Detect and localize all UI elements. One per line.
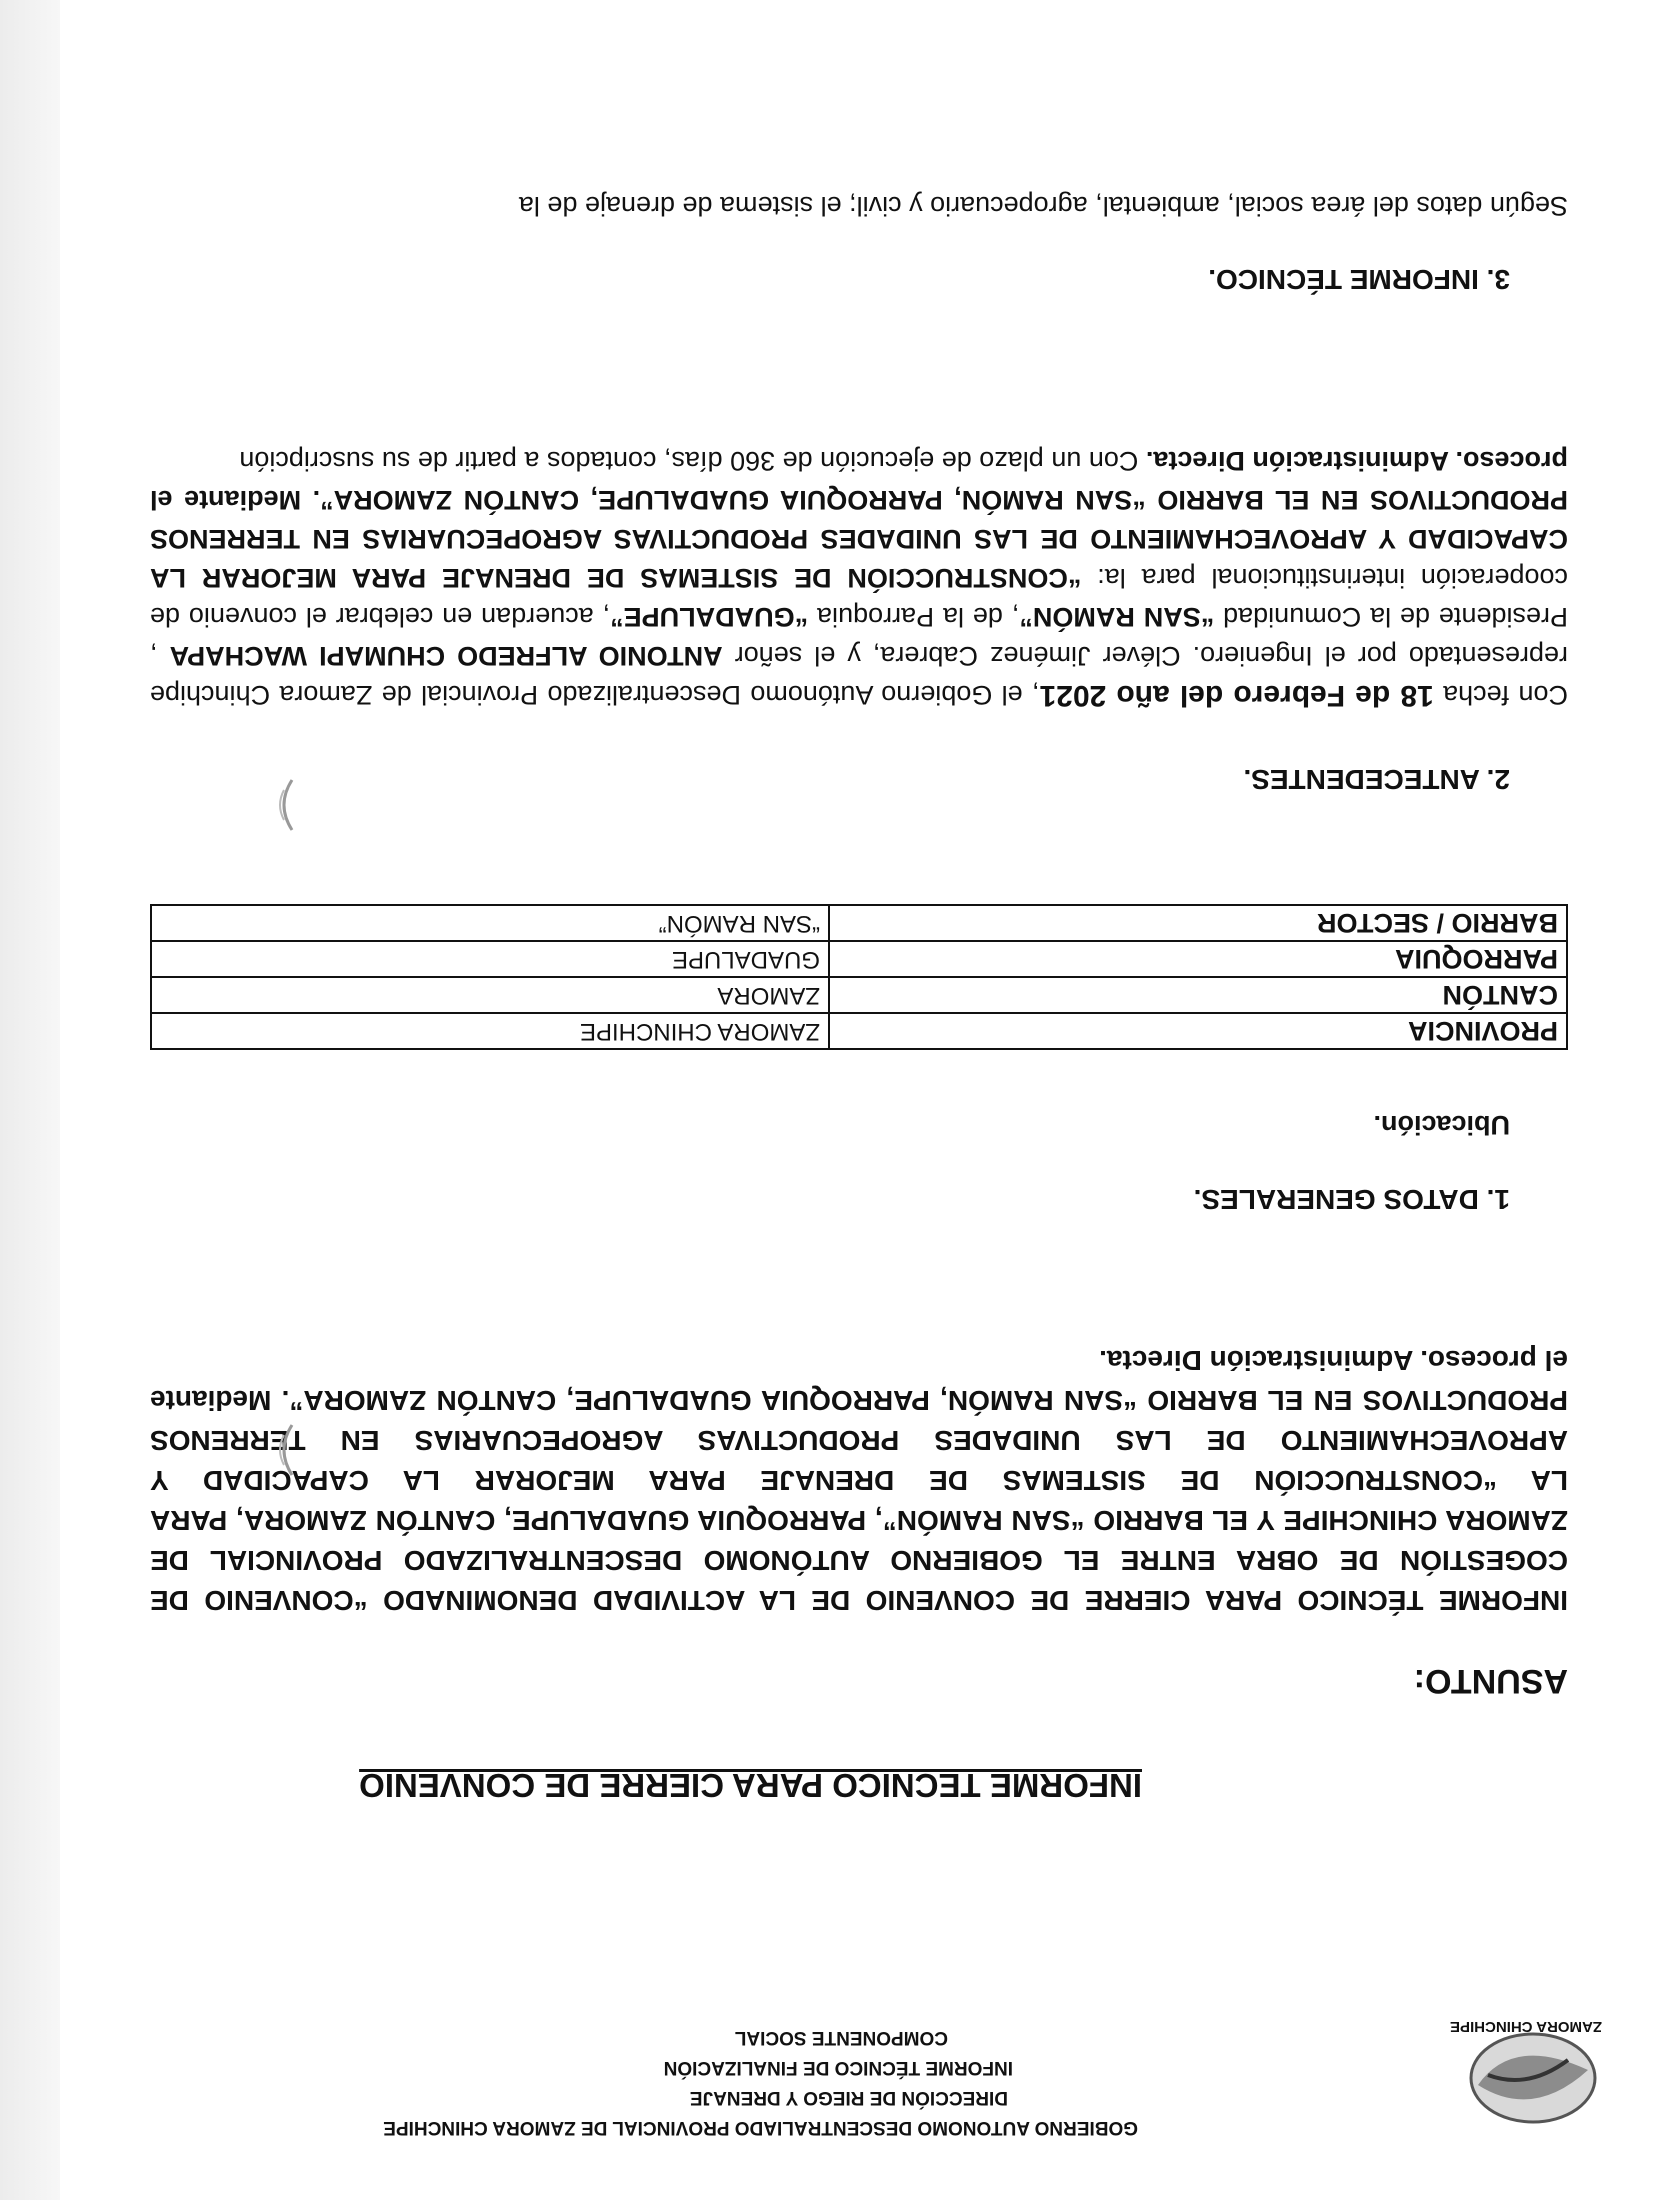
header-line-4: COMPONENTE SOCIAL — [734, 2027, 948, 2048]
antecedentes-text-6: Con un plazo de ejecución de 360 días, contados a partir de su suscripción — [239, 446, 1146, 476]
ubicacion-label: Ubicación. — [1373, 1110, 1510, 1140]
asunto-label: ASUNTO: — [1413, 1662, 1568, 1700]
antecedentes-paragraph — [150, 441, 1568, 715]
organization-header — [338, 2022, 1138, 2142]
binder-hole-mark-icon — [270, 1420, 300, 1480]
location-table — [150, 904, 1568, 1050]
table-row — [151, 941, 1567, 977]
scan-edge-shading — [0, 0, 60, 2200]
representative-name: ANTONIO ALFREDO CHUMAPI WACHAPA — [169, 641, 723, 671]
agreement-date: 18 de Febrero del año 2021 — [1039, 679, 1434, 712]
community-name: “SAN RAMÓN” — [1019, 602, 1215, 632]
table-cell-value: ZAMORA — [151, 977, 829, 1013]
antecedentes-text-2: , el Gobierno Autónomo Descentralizado Provincial de Zamora Chinchipe representado por el Ingeniero. Cléver Jiménez Cabrera, y el señor — [149, 641, 1568, 710]
table-row — [151, 977, 1567, 1013]
table-cell-key: CANTÓN — [829, 977, 1567, 1013]
antecedentes-text-4: , de la Parroquia — [808, 602, 1020, 632]
project-name: “CONSTRUCCIÓN DE SISTEMAS DE DRENAJE PARA MEJORAR LA CAPACIDAD Y APROVECHAMIENTO DE LAS UNIDADES PRODUCTIVAS AGROPECUARIAS EN TERRENOS PRODUCTIVOS EN EL BARRIO “SAN RAMÓN, PARROQUIA GUADALUPE, CANTÓN ZAMORA”. Mediante el proceso. Administración Directa. — [149, 446, 1568, 593]
antecedentes-text-3: , Presidente de la Comunidad — [150, 602, 1568, 671]
table-cell-key: PARROQUIA — [829, 941, 1567, 977]
section-3-heading: 3. INFORME TÉCNICO. — [1208, 264, 1510, 295]
antecedentes-text-5: , acuerdan en celebrar el convenio de cooperación interinstitucional para la: — [149, 563, 1568, 632]
logo-caption: ZAMORA CHINCHIPE — [1450, 2018, 1602, 2035]
header-line-3: INFORME TÉCNICO DE FINALIZACIÓN — [663, 2057, 1013, 2078]
table-cell-value: ZAMORA CHINCHIPE — [151, 1013, 829, 1049]
binder-hole-mark-icon — [270, 775, 300, 835]
section-1-heading: 1. DATOS GENERALES. — [1193, 1184, 1510, 1215]
antecedentes-text-1: Con fecha — [1433, 680, 1568, 710]
document-title: INFORME TECNICO PARA CIERRE DE CONVENIO — [359, 1767, 1142, 1804]
header-line-2: DIRECCIÓN DE RIEGO Y DRENAJE — [689, 2087, 1008, 2108]
table-row — [151, 1013, 1567, 1049]
section-2-heading: 2. ANTECEDENTES. — [1243, 764, 1510, 795]
provincial-logo-icon — [1458, 2020, 1608, 2130]
informe-tecnico-text: Según datos del área social, ambiental, agropecuario y civil; el sistema de drenaje de la — [518, 191, 1568, 221]
asunto-text: INFORME TÉCNICO PARA CIERRE DE CONVENIO DE LA ACTIVIDAD DENOMINADO “CONVENIO DE COGESTIÓN DE OBRA ENTRE EL GOBIERNO AUTÓNOMO DESCENTRALIZADO PROVINCIAL DE ZAMORA CHINCHIPE Y EL BARRIO “SAN RAMÓN”, PARROQUIA GUADALUPE, CANTÓN ZAMORA, PARA LA “CONSTRUCCIÓN DE SISTEMAS DE DRENAJE PARA MEJORAR LA CAPACIDAD Y APROVECHAMIENTO DE LAS UNIDADES PRODUCTIVAS AGROPECUARIAS EN TERRENOS PRODUCTIVOS EN EL BARRIO “SAN RAMÓN, PARROQUIA GUADALUPE, CANTÓN ZAMORA”. Mediante el proceso. Administración Directa. — [150, 1345, 1568, 1616]
parish-name: “GUADALUPE” — [610, 602, 809, 632]
table-row — [151, 905, 1567, 941]
header-line-1: GOBIERNO AUTONOMO DESCENTRALIADO PROVINCIAL DE ZAMORA CHINCHIPE — [383, 2117, 1138, 2138]
table-cell-key: PROVINCIA — [829, 1013, 1567, 1049]
table-cell-key: BARRIO / SECTOR — [829, 905, 1567, 941]
table-cell-value: GUADALUPE — [151, 941, 829, 977]
table-cell-value: “SAN RAMÓN” — [151, 905, 829, 941]
